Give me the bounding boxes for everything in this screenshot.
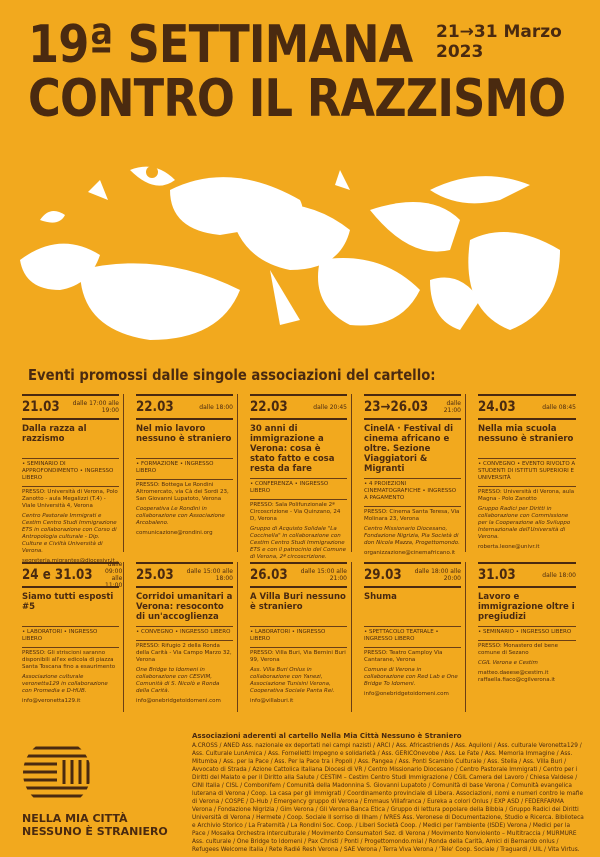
- event-organizer: Comune di Verona in collaborazione con Red Lab e One Bridge To Idomeni.: [364, 667, 458, 687]
- event-tags: • CONVEGNO • INGRESSO LIBERO: [136, 626, 233, 636]
- event-dates: [436, 22, 562, 62]
- event-title: Corridoi umanitari a Verona: resoconto di un'accoglienza: [136, 592, 233, 622]
- event-tags: • CONFERENZA • INGRESSO LIBERO: [250, 478, 347, 495]
- event-header: [364, 562, 461, 588]
- event-email[interactable]: matteo.daeese@cestim.it raffaella.fiaco@cgilverona.it: [478, 670, 556, 683]
- event-header: [478, 394, 576, 420]
- section-title: Eventi promossi dalle singole associazioni del cartello:: [28, 366, 436, 384]
- event-organizer: Ass. Villa Buri Onlus in collaborazione con Yanezi, Associazione Tunisini Verona, Cooperativa Sociale Panta Rei.: [250, 667, 335, 694]
- event-card: [474, 394, 580, 552]
- event-title: Nella mia scuola nessuno è straniero: [478, 424, 574, 444]
- event-title: Shuma: [364, 592, 397, 602]
- event-header: [478, 562, 576, 588]
- event-header: [22, 394, 119, 420]
- event-date: 26.03: [250, 567, 288, 583]
- event-time: dalle 09:00 alle 11:00: [105, 561, 123, 589]
- event-tags: • SEMINARIO DI APPROFONDIMENTO • INGRESSO LIBERO: [22, 458, 119, 482]
- event-title: 30 anni di immigrazione a Verona: cosa è stato fatto e cosa resta da fare: [250, 424, 335, 474]
- title-line-1: 19ª SETTIMANA: [28, 15, 413, 75]
- event-organizer: Gruppo di Acquisto Solidale "La Coccinella" in collaborazione con Cestim Centro Studi Immigrazione ETS e con il patrocinio del Comune di Verona, 2ª circoscrizione.: [250, 526, 347, 560]
- event-date: 24 e 31.03: [22, 567, 93, 583]
- event-tags: • FORMAZIONE • INGRESSO LIBERO: [136, 458, 233, 475]
- logo-text: [22, 812, 168, 838]
- event-tags: • SPETTACOLO TEATRALE • INGRESSO LIBERO: [364, 626, 461, 643]
- event-date: 25.03: [136, 567, 174, 583]
- logo-line-1: NELLA MIA CITTÀ: [22, 812, 128, 825]
- event-organizer: Cooperativa Le Rondini in collaborazione con Associazione Arcobaleno.: [136, 506, 225, 526]
- date-range: 21→31 Marzo: [436, 22, 562, 42]
- hands-illustration: [0, 150, 600, 360]
- event-email[interactable]: info@onebridgetoidomeni.com: [136, 698, 221, 704]
- event-title: A Villa Buri nessuno è straniero: [250, 592, 346, 612]
- event-card: [246, 562, 352, 712]
- event-title: Dalla razza al razzismo: [22, 424, 87, 444]
- event-date: 22.03: [136, 399, 174, 415]
- date-year: 2023: [436, 42, 484, 62]
- event-time: dalle 15:00 alle 21:00: [300, 568, 347, 582]
- event-header: [136, 562, 233, 588]
- event-time: dalle 21:00: [443, 400, 461, 414]
- event-place: PRESSO: Cinema Santa Teresa, Via Molinara 23, Verona: [364, 506, 461, 523]
- event-time: dalle 15:00 alle 18:00: [186, 568, 233, 582]
- event-email[interactable]: segreteria.migrantes@diocesivr.it: [22, 558, 115, 564]
- event-tags: • CONVEGNO • EVENTO RIVOLTO A STUDENTI DI ISTITUTI SUPERIORI E UNIVERSITÀ: [478, 458, 576, 482]
- event-tags: • SEMINARIO • INGRESSO LIBERO: [478, 626, 576, 636]
- event-title: Nel mio lavoro nessuno è straniero: [136, 424, 232, 444]
- event-organizer: CGIL Verona e Cestim: [478, 660, 538, 666]
- associations-list: [192, 732, 584, 854]
- event-date: 29.03: [364, 567, 402, 583]
- event-title: Lavoro e immigrazione oltre i pregiudizi: [478, 592, 575, 622]
- event-tags: • LABORATORI • INGRESSO LIBERO: [250, 626, 347, 643]
- logo-line-2: NESSUNO È STRANIERO: [22, 825, 168, 838]
- event-organizer: Centro Missionario Diocesano, Fondazione Nigrizia, Pia Società di don Nicola Mazza, Progettomondo.: [364, 526, 460, 546]
- event-date: 22.03: [250, 399, 288, 415]
- event-place: PRESSO: Rifugio 2 della Ronda della Carità - Via Campo Marzo 32, Verona: [136, 640, 233, 664]
- event-time: dalle 18:00: [542, 571, 576, 579]
- event-email[interactable]: info@veronetta129.it: [22, 698, 81, 704]
- event-email[interactable]: comunicazione@rondini.org: [136, 530, 213, 536]
- event-header: [250, 394, 347, 420]
- event-title: CinelA · Festival di cinema africano e oltre. Sezione Viaggiatori & Migranti: [364, 424, 454, 474]
- events-row-2: [18, 562, 582, 712]
- event-card: [132, 394, 238, 552]
- event-place: PRESSO: Università di Verona, Polo Zanotto - aula Megalizzi (T.4) - Viale Università 4, Verona: [22, 486, 119, 510]
- event-tags: • LABORATORI • INGRESSO LIBERO: [22, 626, 119, 643]
- event-card: [18, 562, 124, 712]
- event-date: 23→26.03: [364, 399, 429, 415]
- event-date: 21.03: [22, 399, 60, 415]
- event-place: PRESSO: Università di Verona, aula Magna - Polo Zanotto: [478, 486, 576, 503]
- event-email[interactable]: organizzazione@cinemafricano.it: [364, 550, 456, 556]
- event-place: PRESSO: Teatro Camploy Via Cantarane, Verona: [364, 647, 461, 664]
- event-organizer: One Bridge to Idomeni in collaborazione con CESVIM, Comunità di S. Nicolò e Ronda della Carità.: [136, 667, 220, 694]
- event-place: PRESSO: Sala Polifunzionale 2ª Circoscrizione - Via Quinzano, 24 D, Verona: [250, 499, 347, 523]
- event-place: PRESSO: Gli striscioni saranno disponibili all'ex edicola di piazza Santa Toscana fino a esaurimento: [22, 647, 119, 671]
- event-place: PRESSO: Villa Buri, Via Bernini Buri 99, Verona: [250, 647, 347, 664]
- event-tags: • 4 PROIEZIONI CINEMATOGRAFICHE • INGRESSO A PAGAMENTO: [364, 478, 461, 502]
- event-time: dalle 20:45: [313, 403, 347, 411]
- event-email[interactable]: info@onebridgetoidomeni.com: [364, 691, 449, 697]
- event-place: PRESSO: Monastero del bene comune di Sezano: [478, 640, 576, 657]
- event-card: [474, 562, 580, 712]
- event-time: dalle 17:00 alle 19:00: [72, 400, 119, 414]
- event-card: [132, 562, 238, 712]
- event-time: dalle 18:00 alle 20:00: [414, 568, 461, 582]
- event-header: [364, 394, 461, 420]
- cartello-logo-icon: [22, 738, 92, 808]
- event-header: [250, 562, 347, 588]
- event-time: dalle 08:45: [542, 403, 576, 411]
- associations-text: A.CROSS / ANED Ass. nazionale ex deportati nei campi nazisti / ARCI / Ass. Africastriends / Ass. Aquiloni / Ass. culturale Veronetta129 / Ass. Culturale LunAmica / Ass. Fornelletti Impegno e solidarietà / Ass. GERICOnevobe / Ass. Le Fate / Ass. Memoria Immagine / Ass. Mitumba / Ass. per la Pace / Ass. Per la Pace tra i Popoli / Ass. Pangea / Ass. Ponti Scambio Culturale / Ass. Stella / Ass. Villa Buri / Avvocato di Strada / Azione Cattolica Italiana Diocesi di VR / Centro Missionario Diocesano / Centro Pastorale Immigrati / Centro per i Diritti del Malato e per il Diritto alla Salute / CESTIM – Cestim Centro Studi Immigrazione / CGIL Camera del Lavoro / Chiesa Valdese / CINI Italia / CISL / Combonifem / Comunità della Madonnina S. Giovanni Lupatoto / Comunità di base Verona / Comunità evangelica luterana di Verona / Coop. La casa per gli immigrati / Coordinamento provinciale di Libera. Associazioni, nomi e numeri contro le mafie di Verona / COSPE / D-Hub / Emergency gruppo di Verona / Emmaus Villafranca / Eureka a colori Onlus / EXP ASD / FEDERFARMA Verona / Fondazione Nigrizia / Gim Verona / Gli Verona Banca Etica / Gruppo di lettura popolare della Bibbia / Gruppo Radici dei Diritti Università di Verona / Hermete / Coop. Sociale Il sorriso di Ilham / IVRES Ass. Veronese di Documentazione, Studio e Ricerca. Biblioteca e Archivio Storico / La Fraternità / La Rondini Soc. Coop. / Liberi Società Coop. / Medici per l'ambiente (ISDE) Verona / Medici per la Pace / Mosaika Orchestra interculturale / Movimento Consumatori Sez. di Verona / Movimento Nonviolento – Multitraccia / MURMURE Ass. culturale / One Bridge to Idomeni / Pax Christi / Ponti / Progettomondo.mlal / Ronda della Carità, Amici di Bernardo onlus / Refugees Welcome Italia / Rete Radié Resh Verona / SAE Verona / Terra Viva Verona / 'Tele' Coop. Sociale / Traguardi / UIL / Vita Virtus.: [192, 743, 584, 853]
- event-organizer: Associazione culturale veronetta129 in collaborazione con Promedia e D-HUB.: [22, 674, 108, 694]
- event-email[interactable]: roberta.leone@univr.it: [478, 544, 540, 550]
- event-title: Siamo tutti esposti #5: [22, 592, 114, 612]
- event-header: [136, 394, 233, 420]
- event-date: 31.03: [478, 567, 516, 583]
- events-grid: [18, 394, 582, 712]
- event-card: [246, 394, 352, 560]
- associations-title: Associazioni aderenti al cartello Nella Mia Città Nessuno è Straniero: [192, 732, 462, 740]
- event-time: dalle 18:00: [199, 403, 233, 411]
- event-email[interactable]: info@villaburi.it: [250, 698, 294, 704]
- event-organizer: Centro Pastorale Immigrati e Cestim Centro Studi Immigrazione ETS in collaborazione con Corso di Antropologia culturale - Dip. Culture e Civiltà Università di Verona.: [22, 513, 117, 554]
- events-row-1: [18, 394, 582, 564]
- event-place: PRESSO: Bottega Le Rondini Altromercato, via Cà dei Sordi 23, San Giovanni Lupatoto, Verona: [136, 479, 233, 503]
- title-line-2: CONTRO IL RAZZISMO: [28, 69, 566, 129]
- event-date: 24.03: [478, 399, 516, 415]
- event-card: [360, 394, 466, 556]
- event-organizer: Gruppo Radici per Diritti in collaborazione con Commissione per la Cooperazione allo Sviluppo Internazionale dell'Università di Verona.: [478, 506, 571, 540]
- event-card: [360, 562, 466, 712]
- event-card: [18, 394, 124, 564]
